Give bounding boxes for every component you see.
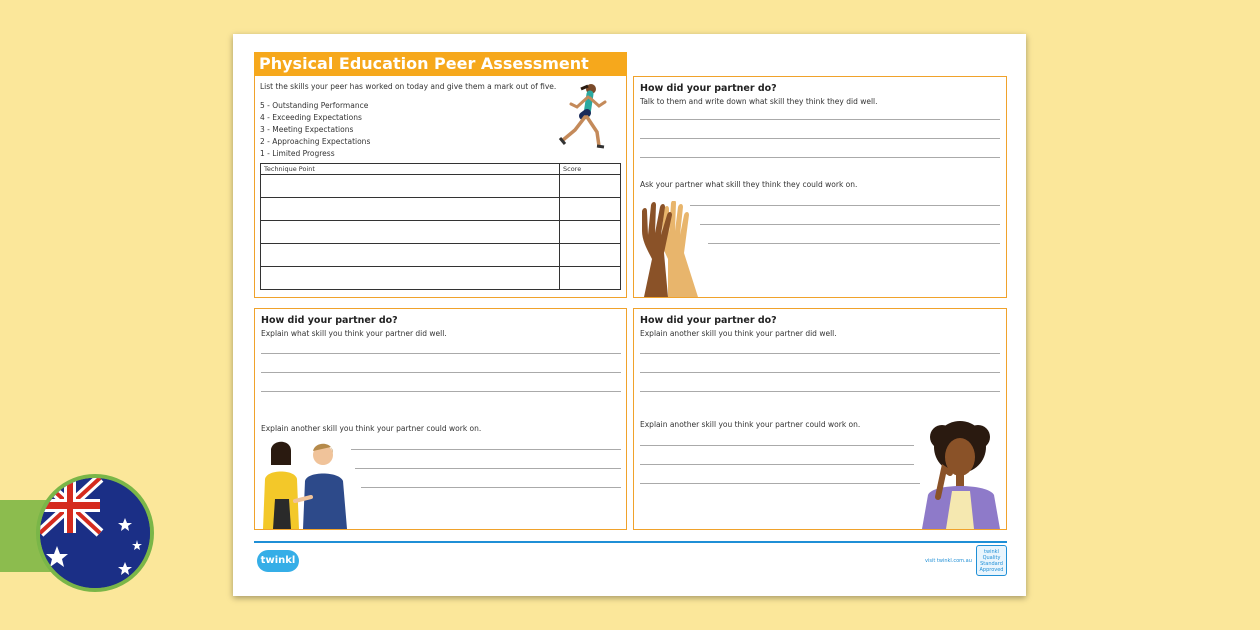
prompt-text: Explain another skill you think your partner could work on.	[640, 420, 861, 429]
writing-line[interactable]	[261, 391, 621, 392]
footer-divider	[254, 541, 1007, 543]
panel-heading: How did your partner do?	[640, 83, 777, 94]
writing-line[interactable]	[640, 353, 1000, 354]
prompt-text: Explain another skill you think your partner could work on.	[261, 424, 482, 433]
writing-line[interactable]	[640, 119, 1000, 120]
runner-icon	[555, 80, 615, 158]
technique-cell[interactable]	[261, 267, 560, 290]
technique-cell[interactable]	[261, 244, 560, 267]
title-banner	[254, 52, 627, 76]
writing-line[interactable]	[361, 487, 621, 488]
table-row[interactable]	[261, 175, 621, 198]
page-title: Physical Education Peer Assessment	[259, 54, 589, 73]
scale-item: 3 - Meeting Expectations	[260, 125, 354, 134]
score-cell[interactable]	[560, 175, 621, 198]
instructions-text: List the skills your peer has worked on today and give them a mark out of five.	[260, 82, 557, 91]
scale-item: 5 - Outstanding Performance	[260, 101, 369, 110]
prompt-text: Ask your partner what skill they think they could work on.	[640, 180, 858, 189]
partner-work-on-panel	[633, 308, 1007, 530]
skills-scoring-panel	[254, 76, 627, 298]
writing-line[interactable]	[640, 391, 1000, 392]
technique-cell[interactable]	[261, 198, 560, 221]
column-header: Score	[560, 164, 621, 175]
writing-line[interactable]	[640, 483, 920, 484]
writing-line[interactable]	[640, 157, 1000, 158]
writing-line[interactable]	[708, 243, 1000, 244]
score-cell[interactable]	[560, 198, 621, 221]
writing-line[interactable]	[261, 353, 621, 354]
worksheet	[233, 34, 1026, 596]
table-row[interactable]	[261, 221, 621, 244]
writing-line[interactable]	[640, 464, 914, 465]
score-cell[interactable]	[560, 267, 621, 290]
quality-badge: twinkl Quality Standard Approved	[976, 545, 1007, 576]
table-row[interactable]	[261, 267, 621, 290]
prompt-text: Talk to them and write down what skill they think they did well.	[640, 97, 878, 106]
prompt-text: Explain what skill you think your partner did well.	[261, 329, 447, 338]
australian-flag-icon	[36, 474, 154, 592]
writing-line[interactable]	[261, 372, 621, 373]
prompt-text: Explain another skill you think your partner did well.	[640, 329, 837, 338]
twinkl-logo[interactable]: twinkl	[257, 550, 299, 572]
writing-line[interactable]	[640, 445, 914, 446]
writing-line[interactable]	[351, 449, 621, 450]
writing-line[interactable]	[640, 138, 1000, 139]
high-five-icon	[638, 201, 718, 297]
table-row[interactable]	[261, 198, 621, 221]
technique-cell[interactable]	[261, 221, 560, 244]
writing-line[interactable]	[355, 468, 621, 469]
table-header-row	[261, 164, 621, 175]
table-row[interactable]	[261, 244, 621, 267]
two-students-icon	[259, 439, 355, 529]
technique-cell[interactable]	[261, 175, 560, 198]
writing-line[interactable]	[690, 205, 1000, 206]
panel-heading: How did your partner do?	[261, 315, 398, 326]
panel-heading: How did your partner do?	[640, 315, 777, 326]
partner-did-well-panel	[254, 308, 627, 530]
column-header: Technique Point	[261, 164, 560, 175]
scale-item: 1 - Limited Progress	[260, 149, 335, 158]
scale-item: 4 - Exceeding Expectations	[260, 113, 362, 122]
website-link[interactable]: visit twinkl.com.au	[925, 558, 972, 564]
thinking-student-icon	[916, 417, 1002, 529]
technique-score-table	[260, 163, 621, 290]
score-cell[interactable]	[560, 221, 621, 244]
writing-line[interactable]	[700, 224, 1000, 225]
partner-self-reflection-panel	[633, 76, 1007, 298]
score-cell[interactable]	[560, 244, 621, 267]
scale-item: 2 - Approaching Expectations	[260, 137, 371, 146]
score-scale	[260, 100, 370, 160]
writing-line[interactable]	[640, 372, 1000, 373]
